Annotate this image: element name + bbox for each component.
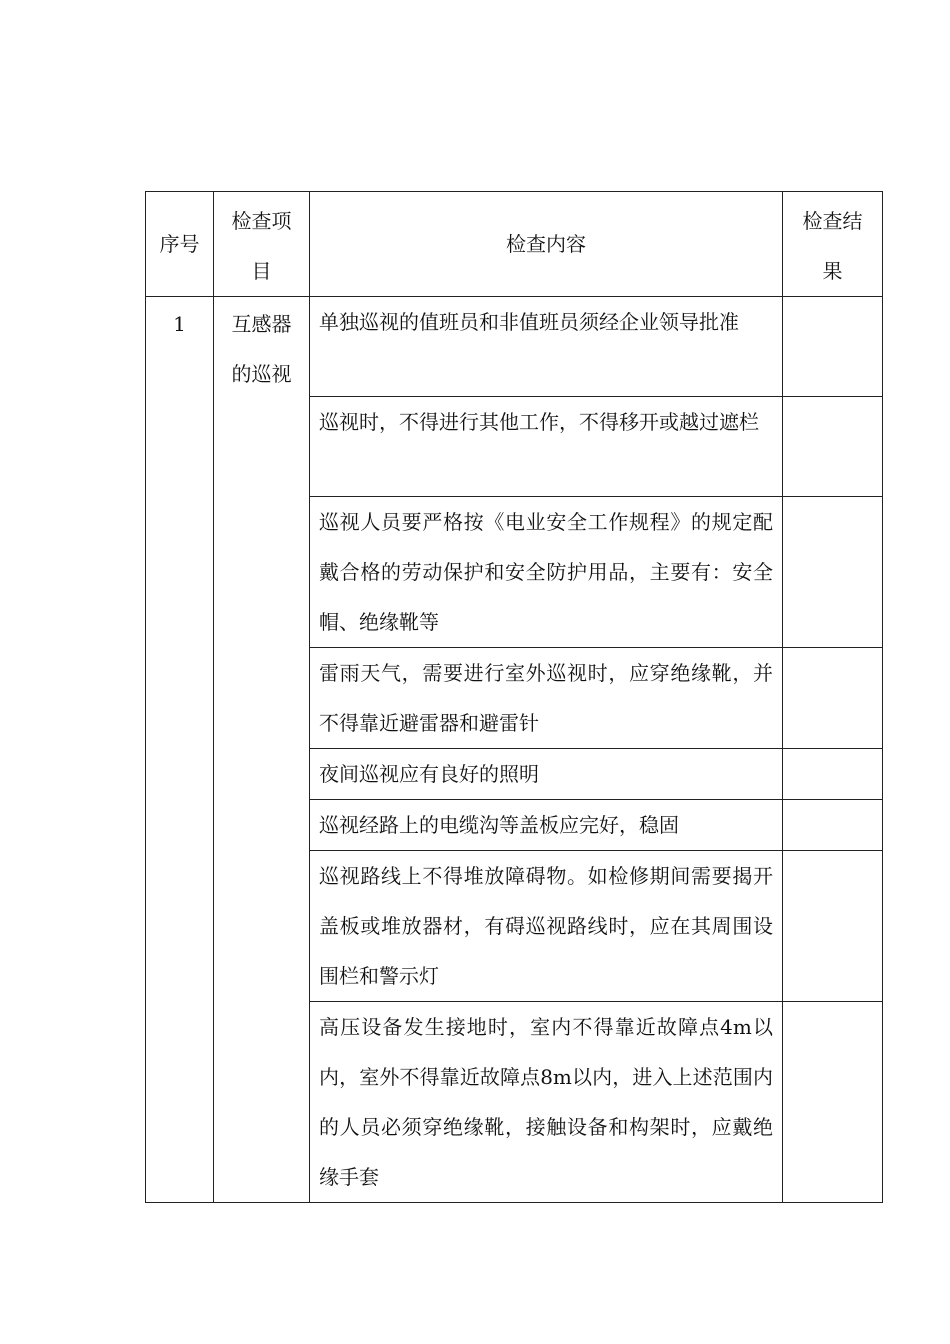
result-cell: [783, 851, 883, 1002]
result-cell: [783, 297, 883, 397]
header-result: [783, 192, 883, 297]
result-cell: [783, 749, 883, 800]
header-result-line2: 果: [822, 259, 843, 283]
header-item-line1: 检查项: [231, 209, 292, 233]
header-item: [214, 192, 310, 297]
row-item-line2: 的巡视: [231, 362, 292, 386]
content-cell: 高压设备发生接地时，室内不得靠近故障点4m以内，室外不得靠近故障点8m以内，进入上述范围内的人员必须穿绝缘靴，接触设备和构架时，应戴绝缘手套: [310, 1002, 783, 1203]
content-cell: 巡视时，不得进行其他工作，不得移开或越过遮栏: [310, 397, 783, 497]
row-item: [214, 297, 310, 1203]
inspection-table: [145, 191, 883, 1203]
row-item-line1: 互感器: [231, 312, 292, 336]
content-cell: 夜间巡视应有良好的照明: [310, 749, 783, 800]
result-cell: [783, 497, 883, 648]
content-cell: 雷雨天气，需要进行室外巡视时，应穿绝缘靴，并不得靠近避雷器和避雷针: [310, 648, 783, 749]
result-cell: [783, 648, 883, 749]
content-cell: 巡视人员要严格按《电业安全工作规程》的规定配戴合格的劳动保护和安全防护用品，主要有：安全帽、绝缘靴等: [310, 497, 783, 648]
content-cell: 巡视经路上的电缆沟等盖板应完好，稳固: [310, 800, 783, 851]
header-result-line1: 检查结: [802, 209, 863, 233]
header-row: [146, 192, 883, 297]
header-item-line2: 目: [251, 259, 272, 283]
result-cell: [783, 1002, 883, 1203]
result-cell: [783, 800, 883, 851]
result-cell: [783, 397, 883, 497]
content-cell: 单独巡视的值班员和非值班员须经企业领导批准: [310, 297, 783, 397]
header-content: 检查内容: [310, 192, 783, 297]
row-index: 1: [146, 297, 214, 1203]
table-row: [146, 297, 883, 397]
content-cell: 巡视路线上不得堆放障碍物。如检修期间需要揭开盖板或堆放器材，有碍巡视路线时，应在其周围设围栏和警示灯: [310, 851, 783, 1002]
header-index: 序号: [146, 192, 214, 297]
